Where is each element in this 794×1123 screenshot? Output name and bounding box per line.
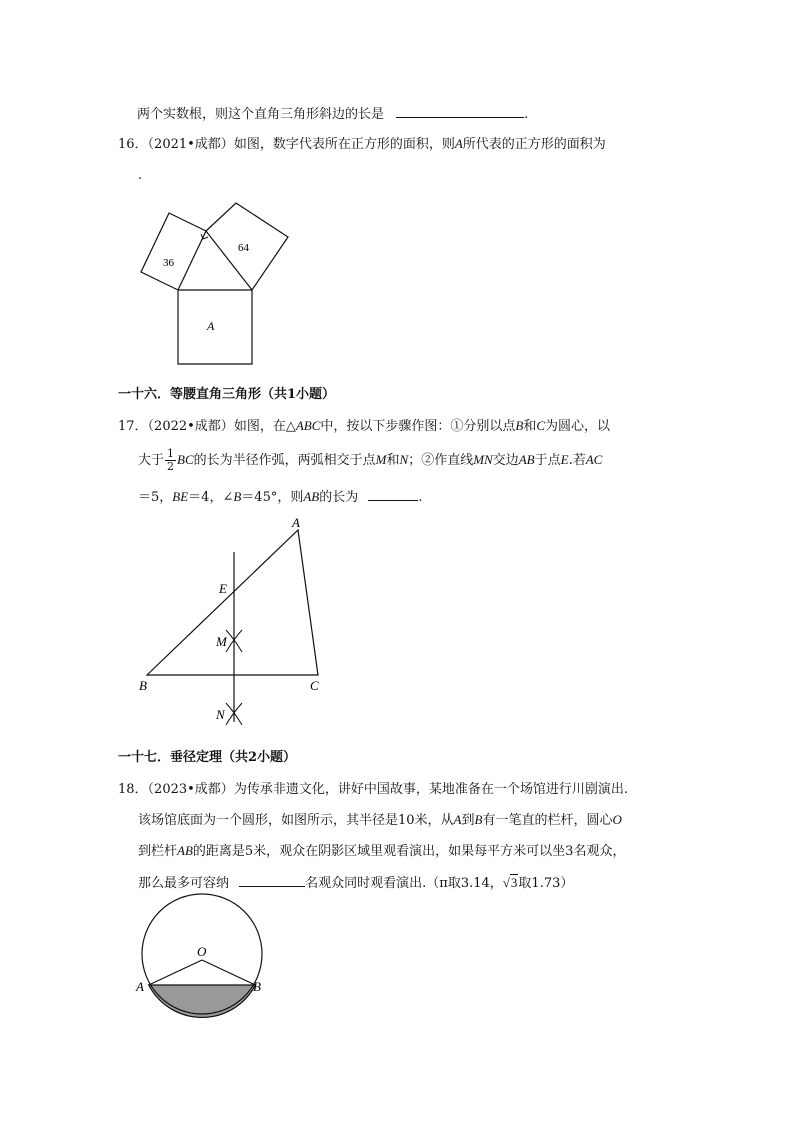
p18-l4-a: 那么最多可容纳 [138, 876, 230, 891]
p17-source: （2022•成都） [147, 419, 234, 434]
label-O: O [197, 944, 207, 959]
p17-l1-b: 中，按以下步骤作图：①分别以点 [320, 419, 516, 434]
p16-var-a: A [454, 136, 463, 151]
p17-l3-c: ＝45°，则 [241, 490, 304, 505]
p15-tail-text: 两个实数根，则这个直角三角形斜边的长是 [137, 107, 385, 122]
frac-numerator: 1 [167, 447, 175, 460]
p17-l3-BE: BE [172, 489, 189, 504]
label-C: C [310, 678, 319, 693]
section-16-heading: 一十六．等腰直角三角形（共1小题） [118, 387, 336, 402]
label-M: M [216, 634, 227, 649]
p16-number: 16． [118, 137, 148, 152]
sqrt-3: √3 [502, 875, 518, 890]
p17-l2-e: 于点 [534, 453, 561, 468]
p17-l1-and: 和 [523, 419, 537, 434]
p18-l4-b: 名观众同时观看演出.（π取3.14， [305, 876, 503, 891]
p17-l3-d: 的长为 [319, 490, 359, 505]
p17-l1-c: 为圆心，以 [545, 419, 611, 434]
p16-end: . [138, 168, 143, 183]
label-64: 64 [238, 242, 249, 254]
p17-l2-AC: AC [585, 452, 603, 467]
p18-l4-c: 取1.73） [518, 876, 574, 891]
radius-oa [149, 960, 202, 985]
p17-l3-B: B [233, 489, 242, 504]
label-B: B [139, 678, 147, 693]
radius-ob [202, 960, 255, 985]
p17-l2-E: E [560, 452, 569, 467]
p17-l2-MN: MN [473, 452, 493, 467]
p16-text-a: 如图，数字代表所在正方形的面积，则 [233, 137, 455, 152]
p17-l2-f: .若 [568, 453, 586, 468]
p16-text-b: 所代表的正方形的面积为 [462, 137, 606, 152]
p17-l2-N: N [399, 452, 409, 467]
p18-l2-c: 有一笔直的栏杆，圆心 [482, 813, 613, 828]
p17-l3-a: ＝5， [138, 490, 173, 505]
p17-l2-d: 交边 [492, 453, 519, 468]
label-a: A [207, 319, 215, 333]
p17-l2-AB: AB [518, 452, 535, 467]
label-A: A [292, 515, 300, 530]
label-B-circle: B [253, 979, 261, 994]
p17-l2-M: M [375, 452, 387, 467]
label-E: E [219, 581, 227, 596]
p18-l2-A: A [453, 812, 462, 827]
p17-end: . [418, 490, 423, 505]
p18-l2-b: 到 [461, 813, 475, 828]
p18-l1: 为传承非遗文化，讲好中国故事，某地准备在一个场馆进行川剧演出. [233, 782, 628, 797]
p18-l2-O: O [612, 812, 622, 827]
p17-l1-B: B [515, 418, 524, 433]
p17-l3-b: ＝4，∠ [188, 490, 234, 505]
sqrt-radicand: 3 [510, 875, 518, 890]
p18-l3-a: 到栏杆 [138, 844, 178, 859]
p18-l2-B: B [474, 812, 483, 827]
frac-denominator: 2 [167, 460, 175, 473]
section-17-heading: 一十七．垂径定理（共2小题） [118, 750, 297, 765]
p18-source: （2023•成都） [147, 782, 234, 797]
p15-end: . [524, 107, 529, 122]
p17-l3-AB: AB [303, 489, 320, 504]
label-A-circle: A [136, 979, 144, 994]
label-N: N [216, 707, 225, 722]
p17-l2-b: 的长为半径作弧，两弧相交于点 [193, 453, 376, 468]
p18-l3-b: 的距离是5米，观众在阴影区域里观看演出，如果每平方米可以坐3名观众， [192, 844, 626, 859]
label-36: 36 [163, 257, 174, 269]
p17-l2-BC: BC [177, 452, 194, 467]
p17-l2-c: ；②作直线 [408, 453, 474, 468]
p18-l2-a: 该场馆底面为一个圆形，如图所示，其半径是10米，从 [138, 813, 454, 828]
p17-l1-abc: ABC [295, 418, 321, 433]
p18-number: 18． [118, 782, 148, 797]
p17-l2-and: 和 [386, 453, 400, 468]
p17-number: 17． [118, 419, 148, 434]
p16-source: （2021•成都） [147, 137, 234, 152]
p17-l2-a: 大于 [138, 453, 165, 468]
p17-l1-C: C [536, 418, 546, 433]
p18-l3-AB: AB [177, 843, 193, 858]
p17-l1-a: 如图，在△ [233, 419, 296, 434]
